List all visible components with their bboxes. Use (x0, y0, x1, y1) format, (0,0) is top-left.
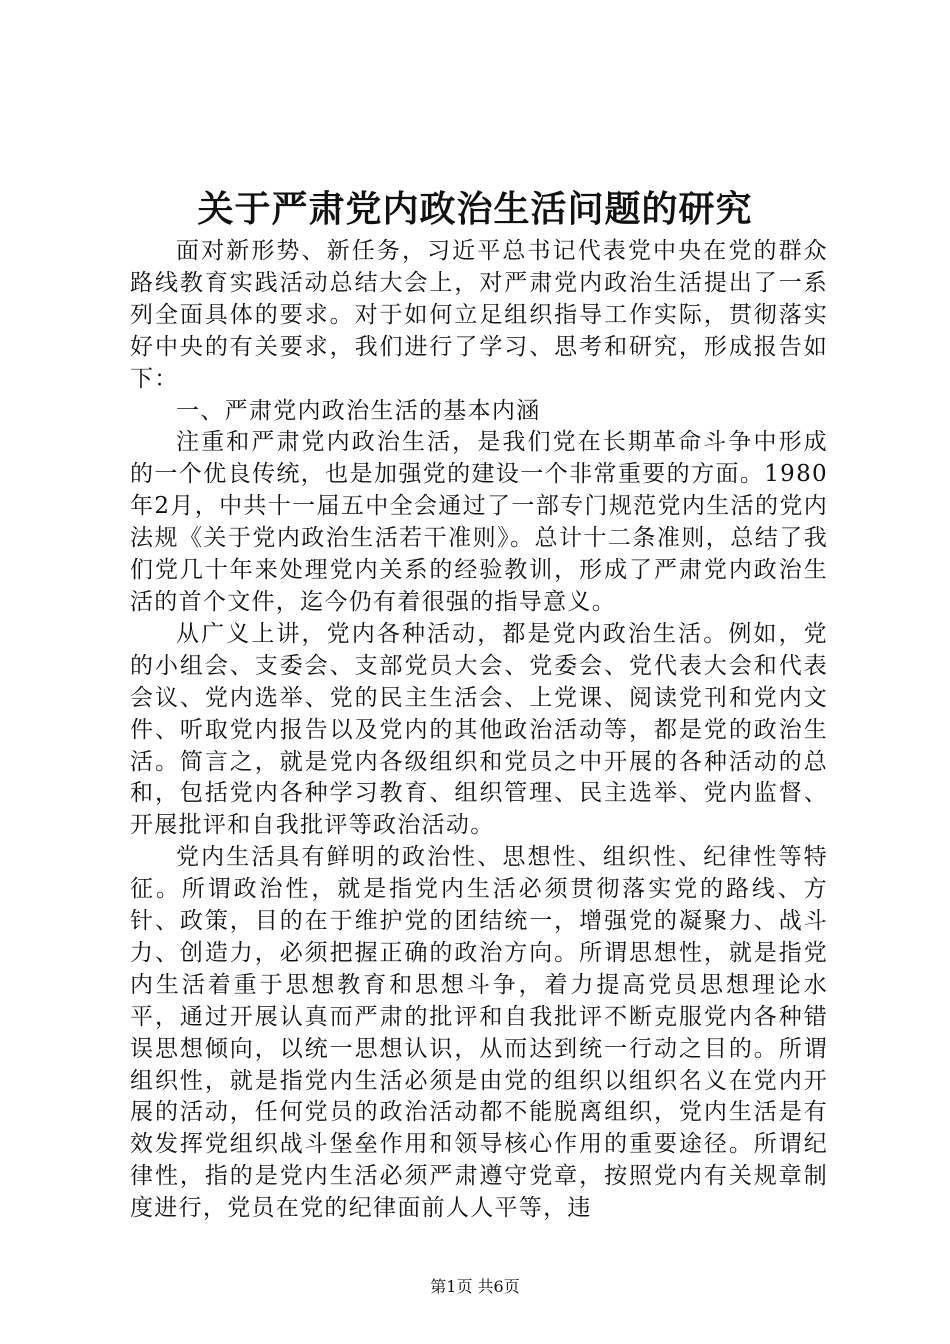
section-heading-1: 一、严肃党内政治生活的基本内涵 (176, 397, 541, 424)
document-title: 关于严肃党内政治生活问题的研究 (197, 188, 753, 230)
document-body (130, 236, 828, 1225)
paragraph-tradition: 注重和严肃党内政治生活，是我们党在长期革命斗争中形成的一个优良传统，也是加强党的建设一个非常重要的方面。1980年2月，中共十一届五中全会通过了一部专门规范党内生活的党内法规《关于党内政治生活若干准则》。总计十二条准则，总结了我们党几十年来处理党内关系的经验教训，形成了严肃党内政治生活的首个文件，迄今仍有着很强的指导意义。 (130, 429, 828, 615)
paragraph-characteristics: 党内生活具有鲜明的政治性、思想性、组织性、纪律性等特征。所谓政治性，就是指党内生活必须贯彻落实党的路线、方针、政策，目的在于维护党的团结统一，增强党的凝聚力、战斗力、创造力，必须把握正确的政治方向。所谓思想性，就是指党内生活着重于思想教育和思想斗争，着力提高党员思想理论水平，通过开展认真而严肃的批评和自我批评不断克服党内各种错误思想倾向，以统一思想认识，从而达到统一行动之目的。所谓组织性，就是指党内生活必须是由党的组织以组织名义在党内开展的活动，任何党员的政治活动都不能脱离组织，党内生活是有效发挥党组织战斗堡垒作用和领导核心作用的重要途径。所谓纪律性，指的是党内生活必须严肃遵守党章，按照党内有关规章制度进行，党员在党的纪律面前人人平等，违 (130, 844, 828, 1222)
page-footer: 第1页 共6页 (430, 1277, 520, 1296)
paragraph-intro: 面对新形势、新任务，习近平总书记代表党中央在党的群众路线教育实践活动总结大会上，对严肃党内政治生活提出了一系列全面具体的要求。对于如何立足组织指导工作实际，贯彻落实好中央的有关要求，我们进行了学习、思考和研究，形成报告如下： (130, 238, 828, 392)
paragraph-broad-sense: 从广义上讲，党内各种活动，都是党内政治生活。例如，党的小组会、支委会、支部党员大会、党委会、党代表大会和代表会议、党内选举、党的民主生活会、上党课、阅读党刊和党内文件、听取党内报告以及党内的其他政治活动等，都是党的政治生活。简言之，就是党内各级组织和党员之中开展的各种活动的总和，包括党内各种学习教育、组织管理、民主选举、党内监督、开展批评和自我批评等政治活动。 (130, 620, 828, 839)
